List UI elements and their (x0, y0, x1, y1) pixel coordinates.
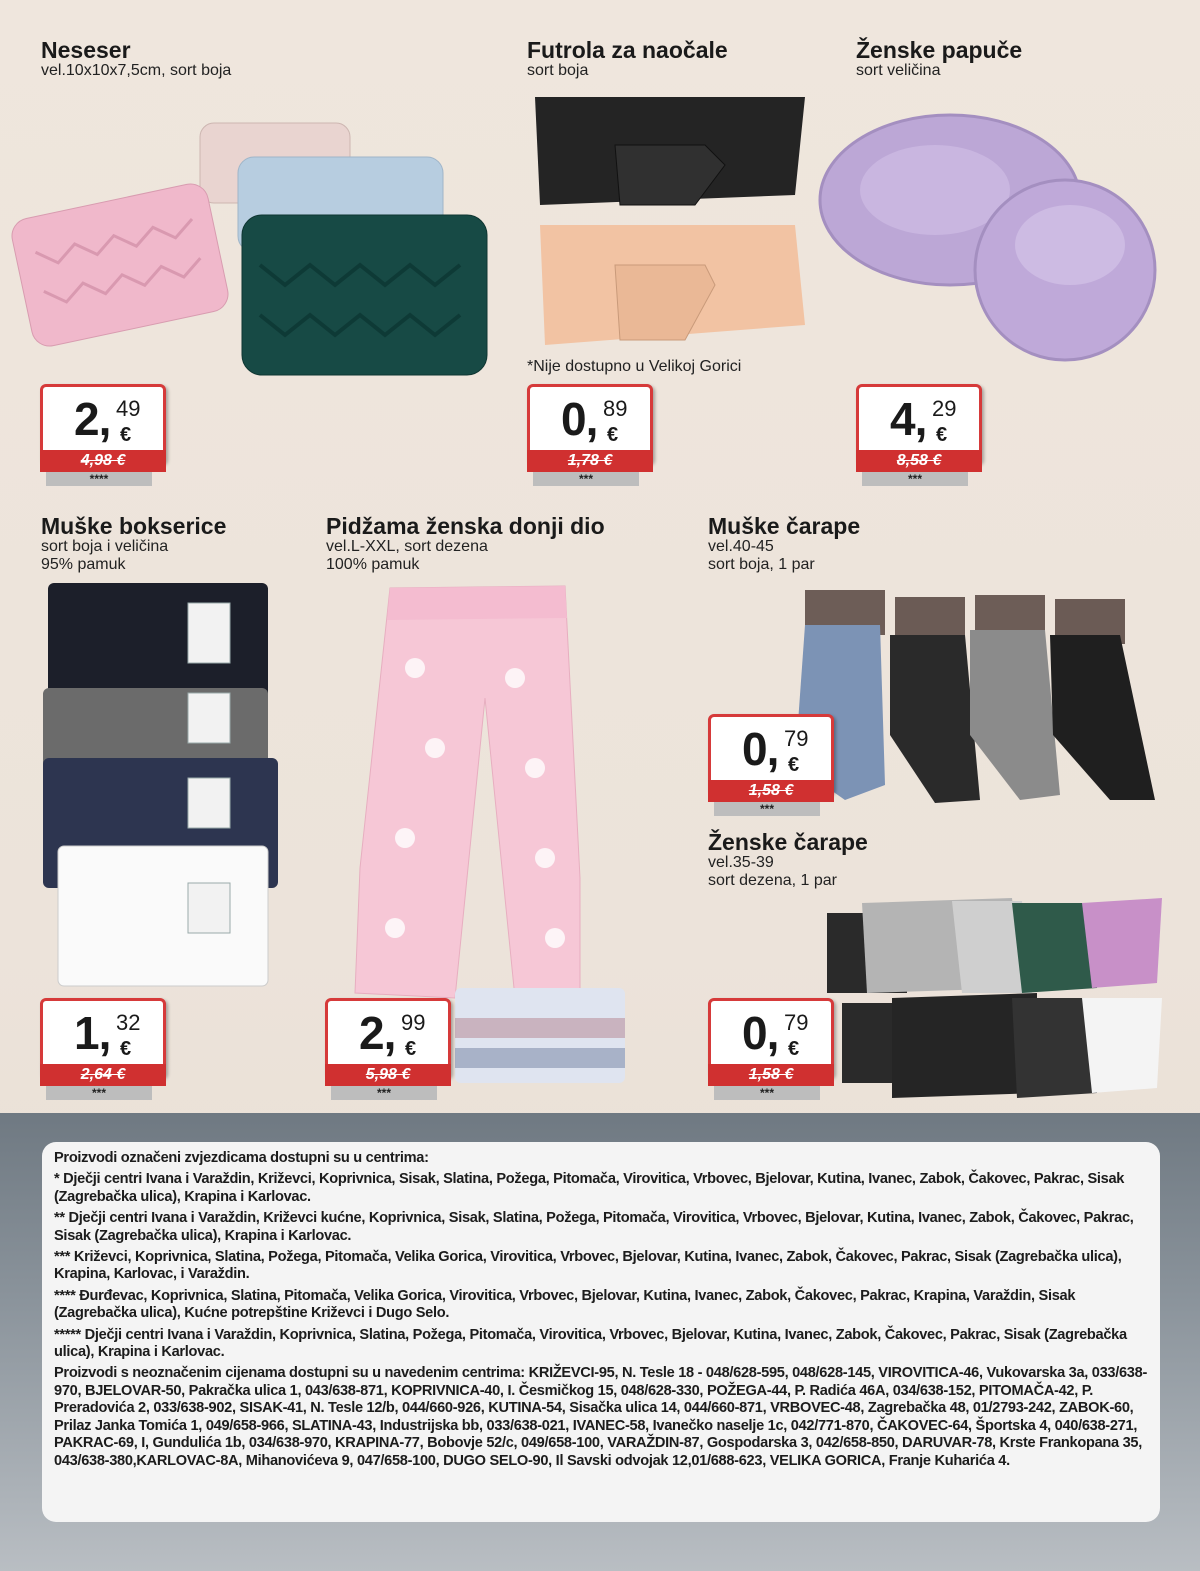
footer-star4: **** Đurđevac, Koprivnica, Slatina, Pitomača, Velika Gorica, Virovitica, Vrbovec, Bjelovar, Kutina, Ivanec, Zabok, Čakovec, Pakrac, Krapina, Varaždin, Sisak (Zagrebačka ulica), Kućne potrepštine Križevci i Dugo Selo. (54, 1287, 1076, 1322)
product-subtitle: vel.10x10x7,5cm, sort boja (41, 62, 232, 79)
price-currency: € (120, 424, 132, 446)
footer-heading: Proizvodi označeni zvjezdicama dostupni su u centrima: (54, 1150, 429, 1166)
price-decimal: 79 (784, 1010, 809, 1035)
product-futrola (527, 38, 827, 80)
cosmetic-bag-image (10, 115, 500, 385)
footer-star1: * Dječji centri Ivana i Varaždin, Križevci, Koprivnica, Sisak, Slatina, Požega, Pitomača, Virovitica, Vrbovec, Bjelovar, Kutina, Ivanec, Zabok, Čakovec, Pakrac, Sisak (Zagrebačka ulica), Krapina i Karlovac. (54, 1171, 1125, 1205)
price-decimal: 99 (401, 1010, 426, 1035)
price-tag (325, 998, 451, 1102)
price-currency: € (788, 1038, 800, 1060)
product-subtitle: vel.35-39 (708, 854, 774, 871)
price-tag (856, 384, 982, 488)
product-title: Muške bokserice (41, 513, 227, 539)
product-subtitle: sort veličina (856, 62, 941, 79)
availability-stars: *** (331, 1086, 437, 1100)
price-currency: € (607, 424, 619, 446)
price-integer: 0, (742, 1007, 779, 1059)
price-integer: 1, (74, 1007, 111, 1059)
footer-unmarked: Proizvodi s neoznačenim cijenama dostupni su u navedenim centrima: KRIŽEVCI-95, N. Tesle 18 - 048/628-595, 048/628-145, VIROVITICA-46, Vukovarska 3a, 033/638-970, BJELOVAR-50, Pakračka ulica 1, 043/638-871, KOPRIVNICA-40, I. Česmičkog 15, 048/628-330, POŽEGA-44, P. Radića 46A, 034/638-152, PITOMAČA-42, P. Preradovića 2, 033/638-902, SISAK-41, N. Tesle 12/b, 044/660-926, KUTINA-54, Sisačka ulica 14, 044/660-871, VRBOVEC-48, Zagrebačka 48, 01/2793-242, ZABOK-60, Prilaz Janka Tomića 1, 049/658-966, SLATINA-43, Industrijska bb, 033/638-021, IVANEC-58, Ivanečko naselje 1c, 042/771-870, ČAKOVEC-64, Športska 4, 040/638-271, PAKRAC-69, I, Gundulića 1b, 034/638-970, KRAPINA-77, Bobovje 52/c, 049/658-100, VARAŽDIN-87, Gospodarska 3, 042/658-850, DARUVAR-78, Krste Frankopana 35, 043/638-380,KARLOVAC-8A, Mihanovićeva 9, 047/658-100, DUGO SELO-90, Il Savski odvojak 12,01/688-623, VELIKA GORICA, Franje Kuharića 4. (54, 1365, 1148, 1469)
price-decimal: 49 (116, 396, 141, 421)
footer-star2: ** Dječji centri Ivana i Varaždin, Križevci kućne, Koprivnica, Sisak, Slatina, Požega, Pitomača, Virovitica, Vrbovec, Bjelovar, Kutina, Ivanec, Zabok, Čakovec, Pakrac, Sisak (Zagrebačka ulica), Krapina i Karlovac. (54, 1210, 1134, 1244)
product-subtitle: sort dezena, 1 par (708, 872, 837, 889)
price-currency: € (788, 754, 800, 776)
price-tag (40, 998, 166, 1102)
product-title: Ženske papuče (856, 37, 1023, 63)
price-tag (527, 384, 653, 488)
old-price: 2,64 € (40, 1064, 166, 1086)
product-subtitle: vel.L-XXL, sort dezena (326, 538, 488, 555)
product-title: Futrola za naočale (527, 37, 728, 63)
old-price: 1,78 € (527, 450, 653, 472)
price-decimal: 32 (116, 1010, 141, 1035)
price-tag (708, 998, 834, 1102)
availability-stars: **** (46, 472, 152, 486)
availability-stars: *** (862, 472, 968, 486)
price-integer: 2, (359, 1007, 396, 1059)
price-integer: 2, (74, 393, 111, 445)
product-subtitle: sort boja (527, 62, 589, 79)
product-pidzama (326, 514, 656, 574)
product-title: Muške čarape (708, 513, 861, 539)
availability-stars: *** (714, 802, 820, 816)
price-tag (708, 714, 834, 818)
price-decimal: 79 (784, 726, 809, 751)
price-tag (40, 384, 166, 488)
availability-stars: *** (533, 472, 639, 486)
glasses-case-image (525, 85, 815, 355)
womens-socks-image (822, 893, 1167, 1108)
availability-info-box (42, 1142, 1160, 1522)
product-subtitle: vel.40-45 (708, 538, 774, 555)
footer-star3: *** Križevci, Koprivnica, Slatina, Požega, Pitomača, Velika Gorica, Virovitica, Vrbovec, Bjelovar, Kutina, Ivanec, Zabok, Čakovec, Pakrac, Sisak (Zagrebačka ulica), Krapina, Karlovac, i Varaždin. (54, 1249, 1122, 1283)
price-integer: 0, (742, 723, 779, 775)
product-title: Pidžama ženska donji dio (326, 513, 605, 539)
old-price: 5,98 € (325, 1064, 451, 1086)
availability-stars: *** (46, 1086, 152, 1100)
product-subtitle: 100% pamuk (326, 556, 420, 573)
footer-star5: ***** Dječji centri Ivana i Varaždin, Koprivnica, Slatina, Požega, Pitomača, Virovitica, Vrbovec, Bjelovar, Kutina, Ivanec, Zabok, Čakovec, Pakrac, Sisak (Zagrebačka ulica), Krapina i Karlovac. (54, 1326, 1127, 1361)
mens-socks-image (785, 585, 1160, 810)
old-price: 4,98 € (40, 450, 166, 472)
product-muske-carape (708, 514, 1008, 574)
price-decimal: 89 (603, 396, 628, 421)
old-price: 8,58 € (856, 450, 982, 472)
price-decimal: 29 (932, 396, 957, 421)
availability-stars: *** (714, 1086, 820, 1100)
slippers-image (815, 95, 1160, 365)
availability-note: *Nije dostupno u Velikoj Gorici (527, 358, 742, 375)
price-currency: € (120, 1038, 132, 1060)
price-currency: € (936, 424, 948, 446)
product-papuce (856, 38, 1156, 80)
product-subtitle: sort boja, 1 par (708, 556, 815, 573)
product-zenske-carape (708, 830, 1008, 890)
product-subtitle: sort boja i veličina (41, 538, 169, 555)
product-bokserice (41, 514, 321, 574)
old-price: 1,58 € (708, 780, 834, 802)
boxers-image (38, 578, 278, 993)
price-integer: 4, (890, 393, 927, 445)
old-price: 1,58 € (708, 1064, 834, 1086)
price-currency: € (405, 1038, 417, 1060)
product-subtitle: 95% pamuk (41, 556, 126, 573)
product-neseser (41, 38, 461, 80)
product-title: Ženske čarape (708, 829, 868, 855)
price-integer: 0, (561, 393, 598, 445)
product-title: Neseser (41, 37, 131, 63)
